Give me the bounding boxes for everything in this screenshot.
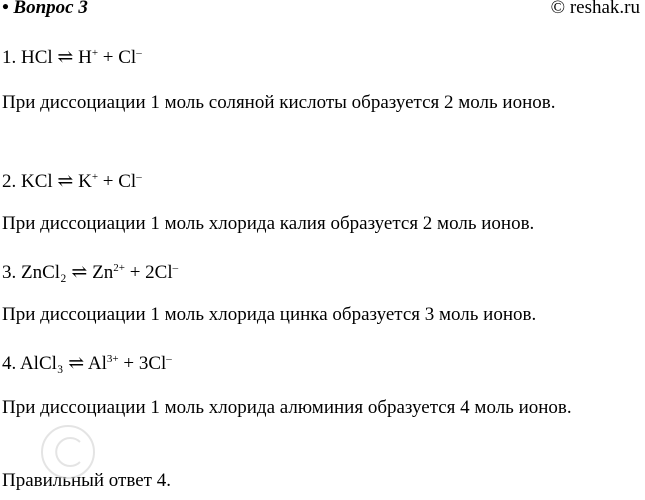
answer: Правильный ответ 4.: [2, 470, 171, 491]
question-title: • Вопрос 3: [2, 0, 88, 18]
explanation-3: При диссоциации 1 моль хлорида цинка образуется 3 моль ионов.: [2, 304, 537, 325]
equation-2-left: 2. KCl ⇌ K: [2, 171, 92, 192]
equation-2-anion-charge: –: [136, 171, 142, 183]
explanation-2: При диссоциации 1 моль хлорида калия образуется 2 моль ионов.: [2, 213, 535, 234]
equation-4: [2, 352, 172, 375]
explanation-1: При диссоциации 1 моль соляной кислоты образуется 2 моль ионов.: [2, 92, 556, 113]
equation-2-right: + Cl: [98, 171, 137, 192]
equation-2: [2, 170, 142, 193]
equation-3: [2, 261, 178, 284]
equation-1-right: + Cl: [98, 47, 137, 68]
equation-1: [2, 46, 142, 69]
equation-2-charge: +: [91, 171, 99, 183]
equation-3-left: 3. ZnCl₂ ⇌ Zn: [2, 262, 114, 283]
equation-1-left: 1. HCl ⇌ H: [2, 47, 92, 68]
equation-3-charge: 2+: [113, 262, 125, 274]
equation-3-right: + 2Cl: [124, 262, 173, 283]
site-copyright: © reshak.ru: [550, 0, 640, 18]
header: [0, 0, 645, 24]
equation-4-right: + 3Cl: [118, 353, 167, 374]
equation-1-anion-charge: –: [136, 47, 142, 59]
equation-3-anion-charge: –: [172, 262, 179, 274]
equation-1-charge: +: [91, 47, 99, 59]
explanation-4: При диссоциации 1 моль хлорида алюминия образуется 4 моль ионов.: [2, 397, 572, 418]
equation-4-anion-charge: –: [166, 353, 172, 365]
equation-4-left: 4. AlCl₃ ⇌ Al: [2, 353, 107, 374]
equation-4-charge: 3+: [106, 353, 119, 365]
